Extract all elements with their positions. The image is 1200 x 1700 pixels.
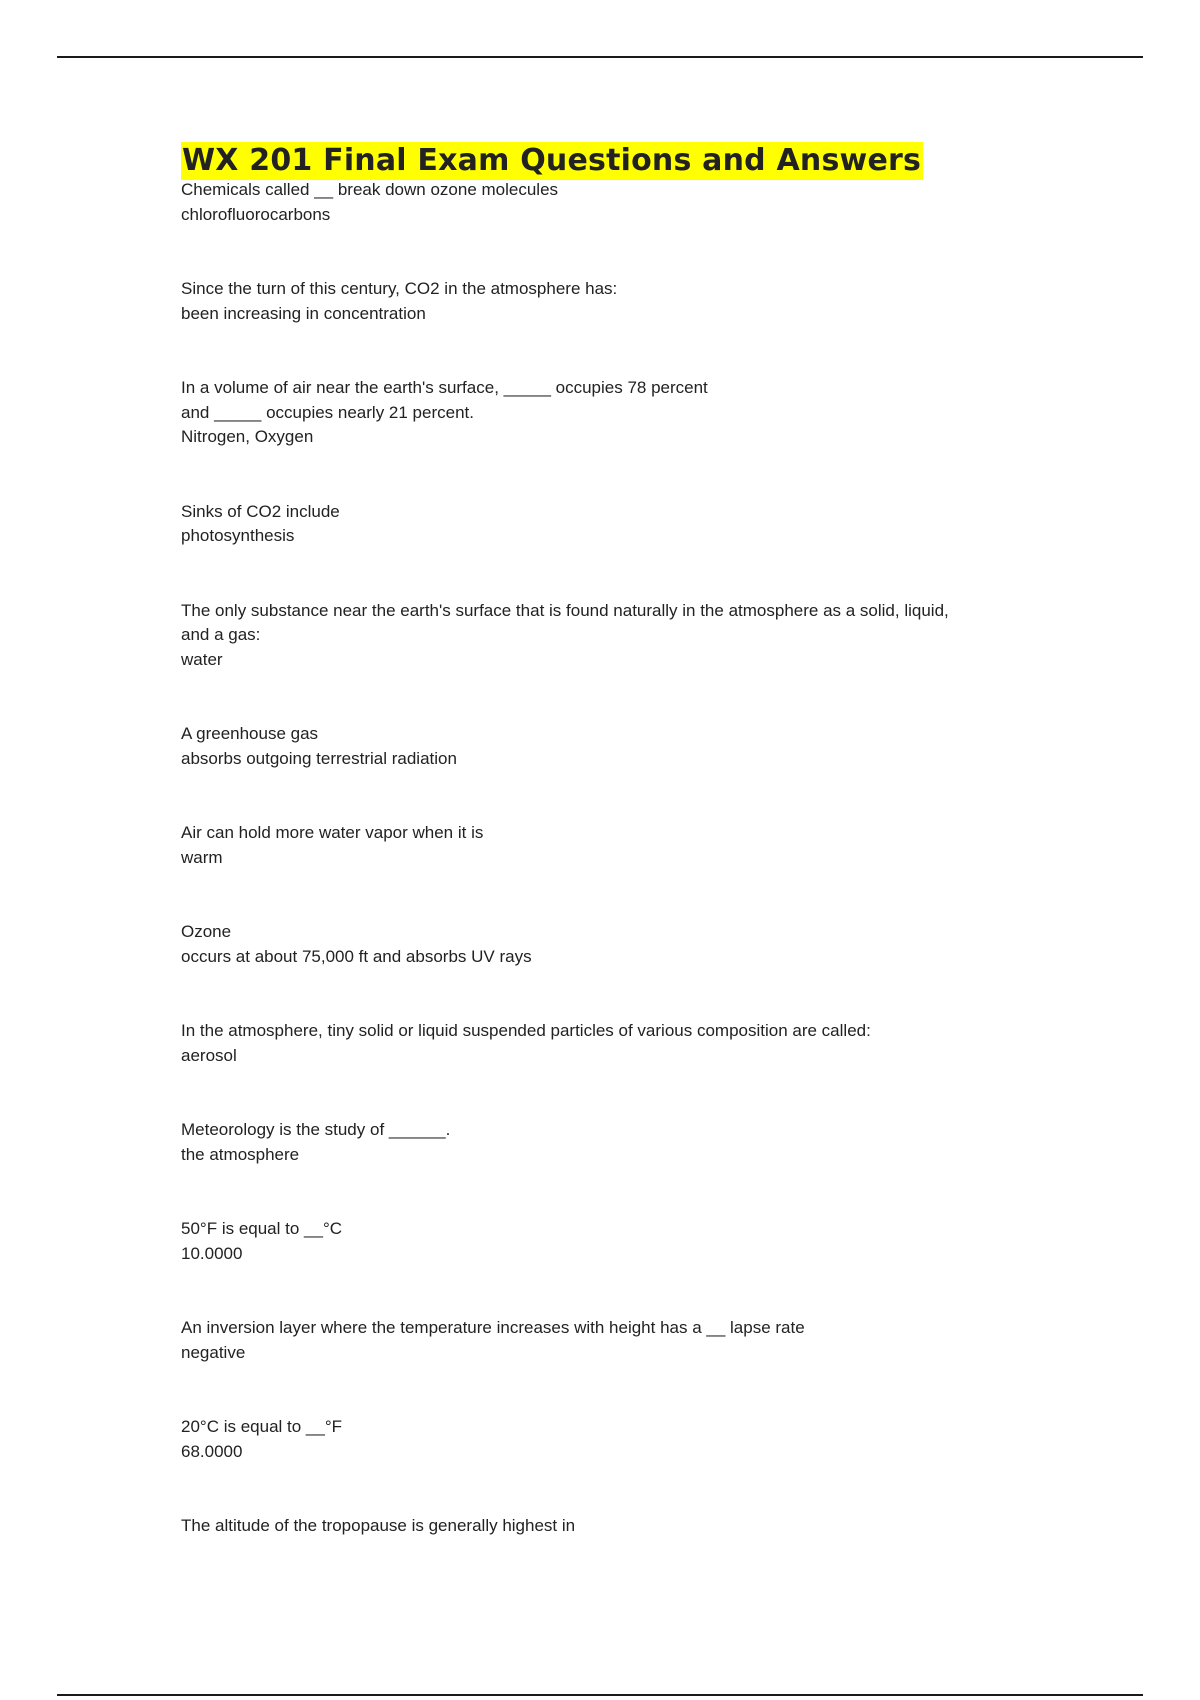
question-text: Ozone [181,922,232,941]
answer-text: been increasing in concentration [181,303,426,323]
answer-text: aerosol [181,1045,237,1065]
question-text: An inversion layer where the temperature increases with height has a __ lapse rate [181,1318,805,1337]
qa-item [181,1019,1061,1068]
qa-item [181,1514,1061,1539]
answer-text: absorbs outgoing terrestrial radiation [181,748,457,768]
question-text: Since the turn of this century, CO2 in the atmosphere has: [181,279,618,298]
answer-text: 68.0000 [181,1441,243,1461]
question-text: In a volume of air near the earth's surface, _____ occupies 78 percent and _____ occupies nearly 21 percent. [181,378,708,422]
question-text: A greenhouse gas [181,724,319,743]
answer-text: 10.0000 [181,1243,243,1263]
answer-text: occurs at about 75,000 ft and absorbs UV rays [181,946,532,966]
answer-text: Nitrogen, Oxygen [181,427,314,446]
qa-item [181,1118,1061,1167]
qa-item [181,500,1061,549]
answer-text: chlorofluorocarbons [181,204,331,224]
question-text: The altitude of the tropopause is generally highest in [181,1516,576,1535]
qa-item [181,277,1061,326]
page-title: WX 201 Final Exam Questions and Answers [182,143,922,178]
header-rule [57,56,1143,58]
answer-text: water [181,649,223,669]
question-text: 20°C is equal to __°F [181,1417,343,1436]
question-text: Air can hold more water vapor when it is [181,823,484,842]
qa-item [181,1316,1061,1365]
qa-item [181,722,1061,771]
question-text: In the atmosphere, tiny solid or liquid suspended particles of various composition are called: [181,1021,871,1040]
answer-text: warm [181,847,223,867]
question-text: Meteorology is the study of ______. [181,1120,451,1139]
question-text: 50°F is equal to __°C [181,1219,343,1238]
qa-item [181,376,1061,450]
qa-item [181,1415,1061,1464]
qa-item [181,821,1061,870]
document-body [181,142,1061,1539]
answer-text: the atmosphere [181,1144,300,1164]
question-text: Chemicals called __ break down ozone molecules [181,180,559,199]
qa-item [181,920,1061,969]
answer-text: photosynthesis [181,526,295,545]
footer-rule [57,1694,1143,1696]
question-text: The only substance near the earth's surface that is found naturally in the atmosphere as a solid, liquid, and a gas: [181,600,949,644]
qa-item [181,1217,1061,1266]
qa-item [181,599,1061,673]
qa-item [181,178,1061,227]
qa-list [181,178,1061,1539]
answer-text: negative [181,1342,246,1362]
question-text: Sinks of CO2 include [181,501,340,521]
